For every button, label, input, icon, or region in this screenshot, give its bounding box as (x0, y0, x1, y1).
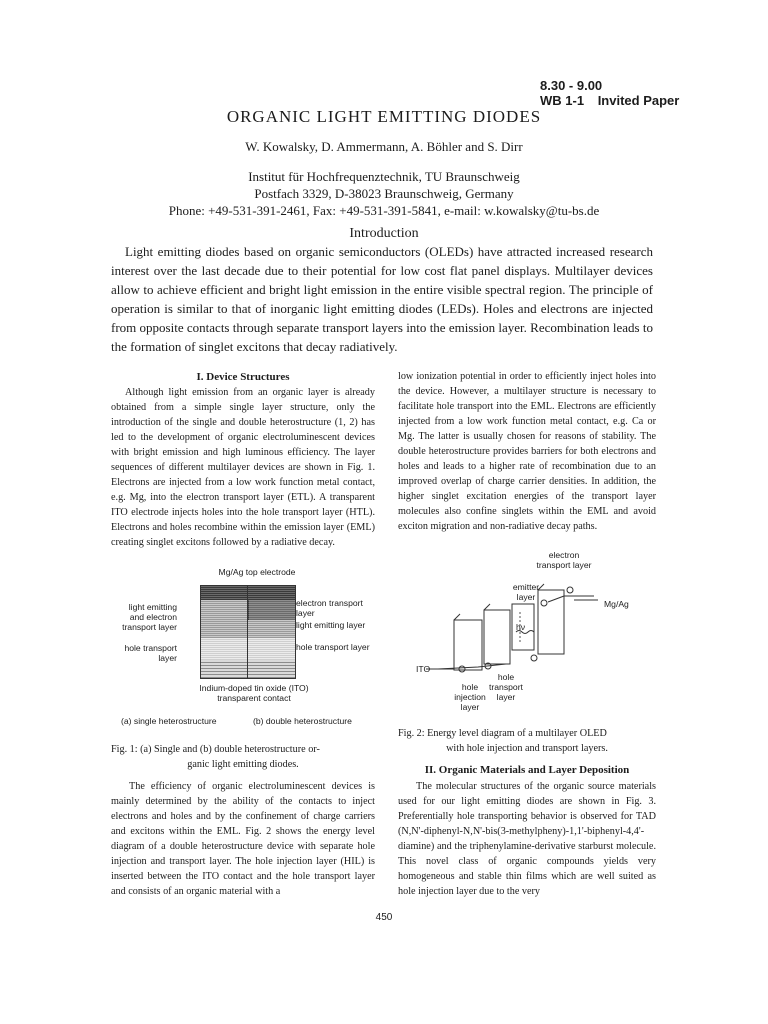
fig1-b-electrode-layer (248, 586, 295, 600)
session-code: WB 1-1 (540, 93, 585, 108)
efficiency-paragraph: The efficiency of organic electroluminescent devices is mainly determined by the ability of the contacts to inject electrons and holes and by the confinement of charge carriers and excitons within the EML. Fig. 2 shows the energy level diagram of a double heterostructure device with separate hole injection and transport layer. The hole injection layer (HIL) is inserted between the ITO contact and the hole transport layer and consists of an organic material with a (111, 781, 375, 897)
page-number: 450 (375, 912, 393, 923)
session-code-line (540, 93, 679, 108)
fig1-right-label-emitting: light emitting layer (296, 620, 366, 630)
affiliation (0, 168, 768, 219)
author-list: W. Kowalsky, D. Ammermann, A. Böhler and S. Dirr (245, 139, 523, 154)
fig2-caption-line1: Fig. 2: Energy level diagram of a multilayer OLED (398, 728, 607, 739)
fig1-a-electrode-layer (201, 586, 248, 600)
organic-materials-paragraph: The molecular structures of the organic source materials used for our light emitting diodes are shown in Fig. 3. Preferentially hole transporting behavior is observed for TAD (N,N'-diphenyl-N,N'-bis(3-methylpheny)-1,1'-biphenyl-4,4'-diamine) and the triphenylamine-derivative starburst molecule. This novel class of organic compounds yields very homogeneous and stable thin films which are well suited as hole injection layer due to the very (398, 781, 656, 897)
fig2-energy-diagram (398, 548, 656, 718)
fig1-caption-line1: Fig. 1: (a) Single and (b) double heterostructure or- (111, 744, 320, 755)
fig1-caption (111, 742, 375, 772)
fig1-a-hole-layer (201, 638, 248, 660)
section-heading-device-structures: I. Device Structures (196, 371, 290, 383)
fig1-a-emitting-electron-layer (201, 600, 248, 638)
fig1-caption-line2: ganic light emitting diodes. (187, 759, 299, 770)
fig1-subcaption-a: (a) single heterostructure (121, 716, 217, 726)
fig1-b-electron-layer (248, 600, 295, 620)
figure-1 (111, 565, 375, 740)
fig2-electron-2 (567, 587, 573, 593)
session-type: Invited Paper (597, 93, 680, 108)
fig2-hil-label: hole injection layer (454, 682, 486, 712)
right-column-paragraph: low ionization potential in order to efficiently inject holes into the device. However, a multilayer structure is necessary to facilitate hole transport into the EML. Electrons are efficiently injected from a low work function metal contact, e.g. Ca or Mg. The latter is usually chosen for reasons of stability. The double heterostructure provides barriers for both electrons and holes and leads to a higher rate of recombination due to an improved overlap of charge carrier densities. In addition, the higher singlet excitation energies of the transport layer molecules also confine singlets within the EML and avoid exciton migration and non-radiative decay paths. (398, 371, 656, 532)
fig2-electron-arrow (548, 596, 564, 602)
fig2-etl-label: electron transport layer (536, 550, 592, 570)
fig2-mgag-label: Mg/Ag (604, 599, 629, 609)
fig2-hv-label: hν (516, 622, 526, 632)
fig2-caption-line2: with hole injection and transport layers. (446, 743, 608, 754)
fig2-htl-box (484, 610, 510, 664)
fig2-hil-slant (454, 614, 460, 620)
intro-paragraph: Light emitting diodes based on organic semiconductors (OLEDs) have attracted increased research interest over the last decade due to their potential for low cost flat panel displays. Multilayer devices allow to achieve efficient and bright light emission in the entire visible spectral region. The principle of operation is similar to that of inorganic light emitting diodes (LEDs). Holes and electrons are injected from opposite contacts through separate transport layers into the emission layer. Recombination leads to the formation of singlet excitons that decay radiatively. (111, 244, 653, 354)
section-heading-organic-materials: II. Organic Materials and Layer Deposition (424, 764, 630, 776)
fig2-ito-label: ITO (416, 664, 431, 674)
paper-title: ORGANIC LIGHT EMITTING DIODES (226, 107, 542, 126)
fig1-a-ito-layer (201, 660, 248, 678)
device-structures-paragraph: Although light emission from an organic layer is already obtained from a simple single layer structure, only the introduction of the single and double heterostructure (1, 2) has led to the development of organic electroluminescent devices with bright emission and high luminous efficiency. The layer sequences of different multilayer devices are shown in Fig. 1. Electrons are injected from a low work function metal contact, e.g. Mg, into the electron transport layer (ETL). A transparent ITO electrode injects holes into the hole transport layer (HTL). Electrons and holes recombine within the emission layer (EML) creating singlet excitons followed by a radiative decay. (111, 387, 375, 548)
intro-heading: Introduction (349, 226, 419, 241)
figure-2 (398, 548, 656, 718)
fig2-hole-1 (459, 666, 465, 672)
fig2-htl-slant (484, 604, 490, 610)
fig2-emitter-label: emitter layer (512, 582, 540, 602)
fig1-stack-double (247, 585, 296, 679)
session-info (540, 78, 679, 108)
affiliation-address: Postfach 3329, D-38023 Braunschweig, Germany (254, 186, 514, 201)
fig1-left-label-hole: hole transport layer (124, 643, 177, 663)
fig1-ito-label: Indium-doped tin oxide (ITO) transparent contact (199, 683, 309, 703)
fig2-hole-3 (531, 655, 537, 661)
fig1-b-hole-layer (248, 638, 295, 660)
fig1-b-ito-layer (248, 660, 295, 678)
session-time: 8.30 - 9.00 (540, 78, 603, 93)
fig2-caption (398, 726, 656, 756)
affiliation-institute: Institut für Hochfrequenztechnik, TU Braunschweig (248, 169, 520, 184)
fig2-hil-box (454, 620, 482, 670)
affiliation-contact: Phone: +49-531-391-2461, Fax: +49-531-391-5841, e-mail: w.kowalsky@tu-bs.de (168, 203, 600, 218)
fig1-subcaption-b: (b) double heterostructure (253, 716, 352, 726)
fig1-right-label-hole: hole transport layer (296, 642, 370, 652)
fig1-right-label-electron: electron transport layer (296, 598, 363, 618)
fig1-b-emitting-layer (248, 620, 295, 638)
fig2-htl-label: hole transport layer (489, 672, 523, 702)
fig1-left-label-emitting: light emitting and electron transport layer (122, 602, 177, 632)
fig1-top-electrode-label: Mg/Ag top electrode (218, 567, 296, 577)
fig1-stack-single (200, 585, 249, 679)
fig2-hole-arrow (438, 664, 506, 669)
